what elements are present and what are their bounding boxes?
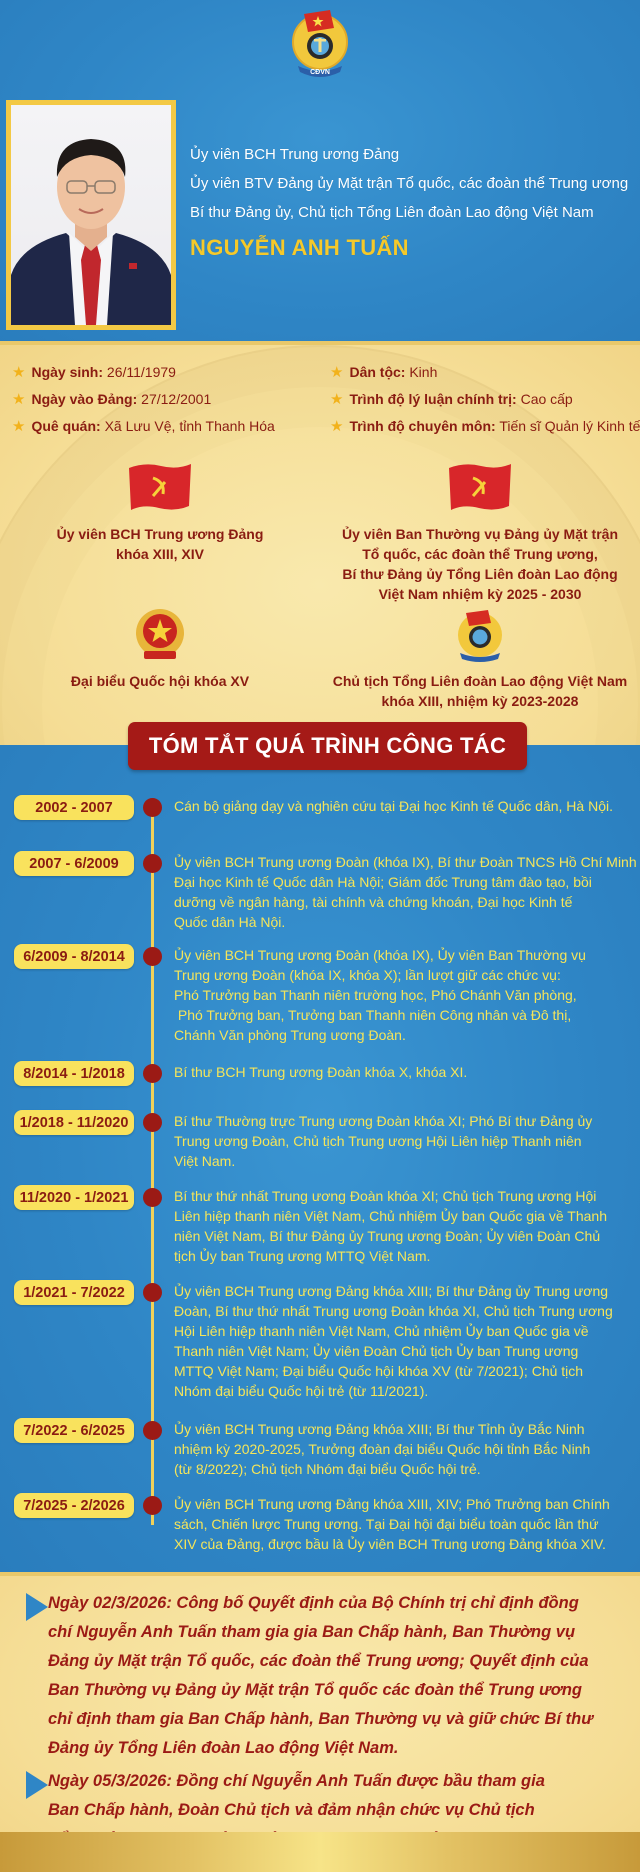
- news-item: [26, 1589, 626, 1763]
- fact-hometown: ★ Quê quán: Xã Lưu Vệ, tỉnh Thanh Hóa: [12, 418, 275, 435]
- timeline-dot-icon: [143, 1496, 162, 1515]
- fact-expertise: ★ Trình độ chuyên môn: Tiến sĩ Quản lý Kinh tế: [330, 418, 640, 435]
- title-line: Bí thư Đảng ủy, Chủ tịch Tổng Liên đoàn Lao động Việt Nam: [190, 204, 594, 221]
- star-icon: ★: [12, 391, 26, 408]
- cdvn-trade-union-emblem-icon: [450, 607, 510, 663]
- timeline-dot-icon: [143, 1064, 162, 1083]
- timeline-description: Bí thư BCH Trung ương Đoàn khóa X, khóa XI.: [174, 1064, 468, 1080]
- official-titles: [190, 140, 630, 262]
- news-text: Ngày 02/3/2026: Công bố Quyết định của Bộ Chính trị chỉ định đồng chí Nguyễn Anh Tuấn tham gia gia Ban Chấp hành, Ban Thường vụ Đảng ủy Mặt trận Tổ quốc, các đoàn thể Trung ương; Quyết định của Ban Thường vụ Đảng ủy Mặt trận Tổ quốc các đoàn thể Trung ương chỉ định tham gia Ban Chấp hành, Ban Thường vụ và giữ chức Bí thư Đảng ủy Tổng Liên đoàn Lao động Việt Nam.: [48, 1594, 593, 1757]
- role-labor-confederation-president: Chủ tịch Tổng Liên đoàn Lao động Việt Nam khóa XIII, nhiệm kỳ 2023-2028: [330, 607, 630, 711]
- profile-section: [0, 345, 640, 745]
- timeline-dot-icon: [143, 1421, 162, 1440]
- timeline-description: Ủy viên BCH Trung ương Đoàn (khóa IX), Bí thư Đoàn TNCS Hồ Chí Minh Đại học Kinh tế Quốc dân Hà Nội; Giám đốc Trung tâm đào tạo, bồi dưỡng về ngân hàng, tài chính và chứng khoán, Đại học Kinh tế Quốc dân Hà Nội.: [174, 854, 637, 930]
- portrait-photo: [11, 105, 171, 325]
- timeline-description: Ủy viên BCH Trung ương Đảng khóa XIII, XIV; Phó Trưởng ban Chính sách, Chiến lược Trung ương. Tại Đại hội đại biểu toàn quốc lần thứ XIV của Đảng, được bầu là Ủy viên BCH Trung ương Đảng khóa XIV.: [174, 1496, 610, 1552]
- svg-text:CĐVN: CĐVN: [310, 69, 330, 76]
- star-icon: ★: [330, 364, 344, 381]
- fact-ethnicity: ★ Dân tộc: Kinh: [330, 364, 438, 381]
- timeline-description: Ủy viên BCH Trung ương Đảng khóa XIII; Bí thư Đảng ủy Trung ương Đoàn, Bí thư thứ nhất Trung ương Đoàn khóa XI, Chủ tịch Trung ương Hội Liên hiệp thanh niên Việt Nam, Chủ nhiệm Ủy ban Quốc gia về Thanh niên Việt Nam; Ủy viên Đoàn Chủ tịch Ủy ban Trung ương MTTQ Việt Nam; Đại biểu Quốc hội khóa XV (từ 7/2021); Chủ tịch Nhóm đại biểu Quốc hội trẻ (từ 11/2021).: [174, 1283, 613, 1399]
- timeline-dot-icon: [143, 1113, 162, 1132]
- career-summary-banner: TÓM TẮT QUÁ TRÌNH CÔNG TÁC: [128, 722, 527, 770]
- portrait-frame: [6, 100, 176, 330]
- play-triangle-icon: [26, 1771, 48, 1799]
- title-line: Ủy viên BCH Trung ương Đảng: [190, 146, 400, 163]
- timeline-description: Ủy viên BCH Trung ương Đoàn (khóa IX), Ủy viên Ban Thường vụ Trung ương Đoàn (khóa IX, khóa X); lần lượt giữ các chức vụ: Phó Trưởng ban Thanh niên trường học, Phó Chánh Văn phòng, Phó Trưởng ban, Trưởng ban Thanh niên Công nhân và Đô thị, Chánh Văn phòng Trung ương Đoàn.: [174, 947, 586, 1043]
- role-front-standing-committee: Ủy viên Ban Thường vụ Đảng ủy Mặt trận Tổ quốc, các đoàn thể Trung ương, Bí thư Đảng ủy Tổng Liên đoàn Lao động Việt Nam nhiệm kỳ 2025 - 2030: [330, 460, 630, 604]
- timeline-description: Bí thư thứ nhất Trung ương Đoàn khóa XI; Chủ tịch Trung ương Hội Liên hiệp thanh niên Việt Nam, Chủ nhiệm Ủy ban Quốc gia về Thanh niên Việt Nam, Bí thư Đảng ủy Trung ương Đoàn; Ủy viên Đoàn Chủ tịch Ủy ban Trung ương MTTQ Việt Nam.: [174, 1188, 607, 1264]
- fact-party-join-date: ★ Ngày vào Đảng: 27/12/2001: [12, 391, 212, 408]
- date-pill: 6/2009 - 8/2014: [14, 944, 134, 969]
- timeline-dot-icon: [143, 854, 162, 873]
- star-icon: ★: [12, 364, 26, 381]
- national-emblem-icon: [130, 607, 190, 663]
- party-flag-icon: [445, 460, 515, 516]
- recent-news-section: [0, 1572, 640, 1872]
- title-line: Ủy viên BTV Đảng ủy Mặt trận Tổ quốc, các đoàn thể Trung ương: [190, 175, 629, 192]
- role-national-assembly: Đại biểu Quốc hội khóa XV: [20, 607, 300, 691]
- role-central-committee: Ủy viên BCH Trung ương Đảng khóa XIII, XIV: [20, 460, 300, 564]
- cdvn-trade-union-emblem-icon: [290, 6, 350, 82]
- header-section: [0, 0, 640, 345]
- gold-footer-bar: [0, 1832, 640, 1872]
- date-pill: 2002 - 2007: [14, 795, 134, 820]
- fact-birth-date: ★ Ngày sinh: 26/11/1979: [12, 364, 176, 381]
- timeline-line: [151, 805, 154, 1525]
- timeline-dot-icon: [143, 1188, 162, 1207]
- timeline-description: Ủy viên BCH Trung ương Đảng khóa XIII; Bí thư Tỉnh ủy Bắc Ninh nhiệm kỳ 2020-2025, Trưởng đoàn đại biểu Quốc hội tỉnh Bắc Ninh (từ 8/2022); Chủ tịch Nhóm đại biểu Quốc hội trẻ.: [174, 1421, 591, 1477]
- date-pill: 2007 - 6/2009: [14, 851, 134, 876]
- timeline-dot-icon: [143, 798, 162, 817]
- timeline-description: Cán bộ giảng dạy và nghiên cứu tại Đại học Kinh tế Quốc dân, Hà Nội.: [174, 798, 613, 814]
- star-icon: ★: [330, 391, 344, 408]
- star-icon: ★: [330, 418, 344, 435]
- date-pill: 7/2022 - 6/2025: [14, 1418, 134, 1443]
- date-pill: 1/2018 - 11/2020: [14, 1110, 134, 1135]
- date-pill: 1/2021 - 7/2022: [14, 1280, 134, 1305]
- career-timeline: [0, 745, 640, 1573]
- fact-political-theory: ★ Trình độ lý luận chính trị: Cao cấp: [330, 391, 573, 408]
- date-pill: 7/2025 - 2/2026: [14, 1493, 134, 1518]
- timeline-dot-icon: [143, 947, 162, 966]
- timeline-dot-icon: [143, 1283, 162, 1302]
- party-flag-icon: [125, 460, 195, 516]
- star-icon: ★: [12, 418, 26, 435]
- person-name: NGUYỄN ANH TUẤN: [190, 235, 409, 260]
- timeline-description: Bí thư Thường trực Trung ương Đoàn khóa XI; Phó Bí thư Đảng ủy Trung ương Đoàn, Chủ tịch Trung ương Hội Liên hiệp Thanh niên Việt Nam.: [174, 1113, 593, 1169]
- date-pill: 8/2014 - 1/2018: [14, 1061, 134, 1086]
- news-text: Ngày 05/3/2026: Đồng chí Nguyễn Anh Tuấn được bầu tham gia Ban Chấp hành, Đoàn Chủ tịch và đảm nhận chức vụ Chủ tịch: [48, 1772, 545, 1819]
- play-triangle-icon: [26, 1593, 48, 1621]
- date-pill: 11/2020 - 1/2021: [14, 1185, 134, 1210]
